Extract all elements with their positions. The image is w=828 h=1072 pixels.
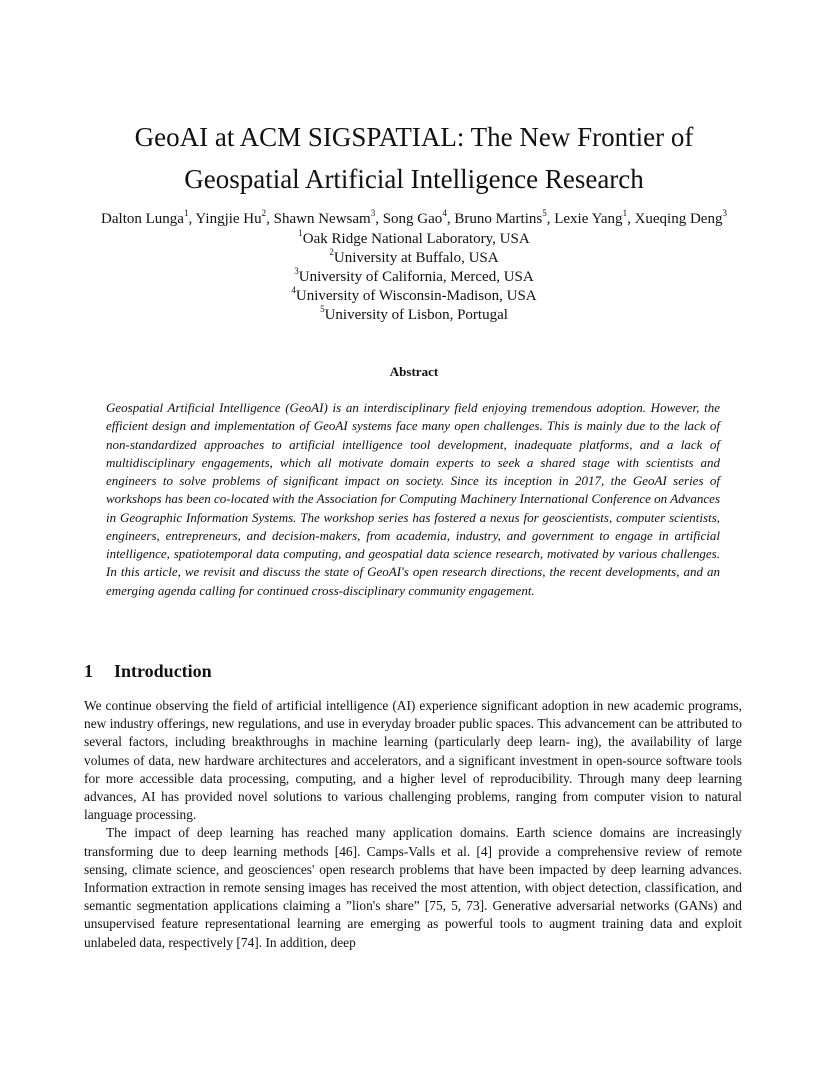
section-heading <box>84 661 212 682</box>
affiliation <box>60 230 768 249</box>
paragraph: The impact of deep learning has reached many application domains. Earth science domains are increasingly transforming due to deep learning methods [46]. Camps-Valls et al. [4] provide a comprehensive review of remote sensing, climate science, and geosciences' open research problems that have been impacted by deep learning advances. Information extraction in remote sensing images has received the most attention, with object detection, classification, and semantic segmentation applications claiming a ”lion's share” [75, 5, 73]. Generative adversarial networks (GANs) and unsupervised feature representational learning are emerging as powerful tools to augment training data and exploit unlabeled data, respectively [74]. In addition, deep <box>84 825 742 950</box>
affiliation <box>60 249 768 268</box>
author-name: Dalton Lunga <box>101 211 184 227</box>
affiliation-list <box>60 230 768 325</box>
section-number: 1 <box>84 661 93 681</box>
affiliation-mark: 4 <box>291 285 296 295</box>
abstract-text: Geospatial Artificial Intelligence (GeoAI) is an interdisciplinary field enjoying tremendous adoption. However, the efficient design and implementation of GeoAI systems face many open challenges. This is mainly due to the lack of non-standardized approaches to artificial intelligence tool development, inadequate platforms, and a lack of multidisciplinary engagements, which all motivate domain experts to seek a shared stage with scientists and engineers to solve problems of significant impact on society. Since its inception in 2017, the GeoAI series of workshops has been co-located with the Association for Computing Machinery International Conference on Advances in Geographic Information Systems. The workshop series has fostered a nexus for geoscientists, computer scientists, engineers, entrepreneurs, and decision-makers, from academia, industry, and government to engage in artificial intelligence, spatiotemporal data computing, and geospatial data science research, motivated by various challenges. In this article, we revisit and discuss the state of GeoAI's open research directions, the recent developments, and an emerging agenda calling for continued cross-disciplinary community engagement. <box>106 400 720 598</box>
author-separator: , <box>546 211 555 227</box>
paragraph: We continue observing the field of artificial intelligence (AI) experience significant adoption in new academic programs, new industry offerings, new regulations, and use in everyday broader public spaces. This advancement can be attributed to several factors, including breakthroughs in machine learning (particularly deep learn- ing), the availability of large volumes of data, new hardware architectures and accelerators, and a significant investment in open-source software tools for more accessible data processing, computing, and a higher level of reproducibility. Through many deep learning advances, AI has provided novel solutions to various challenging problems, ranging from computer vision to natural language processing. <box>84 698 742 823</box>
affiliation-name: University at Buffalo, USA <box>333 250 499 266</box>
title-line-2: Geospatial Artificial Intelligence Research <box>184 164 644 194</box>
affiliation-name: University of California, Merced, USA <box>298 269 534 285</box>
author-list <box>40 210 788 229</box>
affiliation-name: University of Lisbon, Portugal <box>324 307 508 323</box>
author-affiliation-mark: 1 <box>622 208 628 218</box>
author-name: Xueqing Deng <box>634 211 723 227</box>
affiliation-mark: 5 <box>320 304 325 314</box>
affiliation-mark: 2 <box>329 247 334 257</box>
affiliation-mark: 1 <box>298 228 303 238</box>
paper-title <box>60 116 768 200</box>
author-affiliation-mark: 4 <box>442 208 447 218</box>
author-separator: , <box>446 211 455 227</box>
author-affiliation-mark: 5 <box>542 208 547 218</box>
author-separator: , <box>627 211 635 227</box>
affiliation-name: Oak Ridge National Laboratory, USA <box>302 231 530 247</box>
author-affiliation-mark: 3 <box>722 208 727 218</box>
affiliation <box>60 268 768 287</box>
author-affiliation-mark: 2 <box>261 208 267 218</box>
author-name: Lexie Yang <box>554 211 623 227</box>
author-name: Yingjie Hu <box>195 211 262 227</box>
author-name: Bruno Martins <box>454 211 543 227</box>
author-affiliation-mark: 1 <box>183 208 189 218</box>
author-name: Song Gao <box>382 211 443 227</box>
body-text <box>84 697 742 952</box>
author-name: Shawn Newsam <box>273 211 371 227</box>
title-line-1: GeoAI at ACM SIGSPATIAL: The New Frontier of <box>134 122 694 152</box>
author-affiliation-mark: 3 <box>370 208 376 218</box>
author-separator: , <box>375 211 383 227</box>
abstract-heading: Abstract <box>389 364 439 379</box>
author-separator: , <box>266 211 274 227</box>
affiliation <box>60 287 768 306</box>
affiliation-mark: 3 <box>294 266 299 276</box>
author-separator: , <box>188 211 196 227</box>
affiliation-name: University of Wisconsin-Madison, USA <box>295 288 537 304</box>
affiliation <box>60 306 768 325</box>
section-title: Introduction <box>114 661 212 681</box>
